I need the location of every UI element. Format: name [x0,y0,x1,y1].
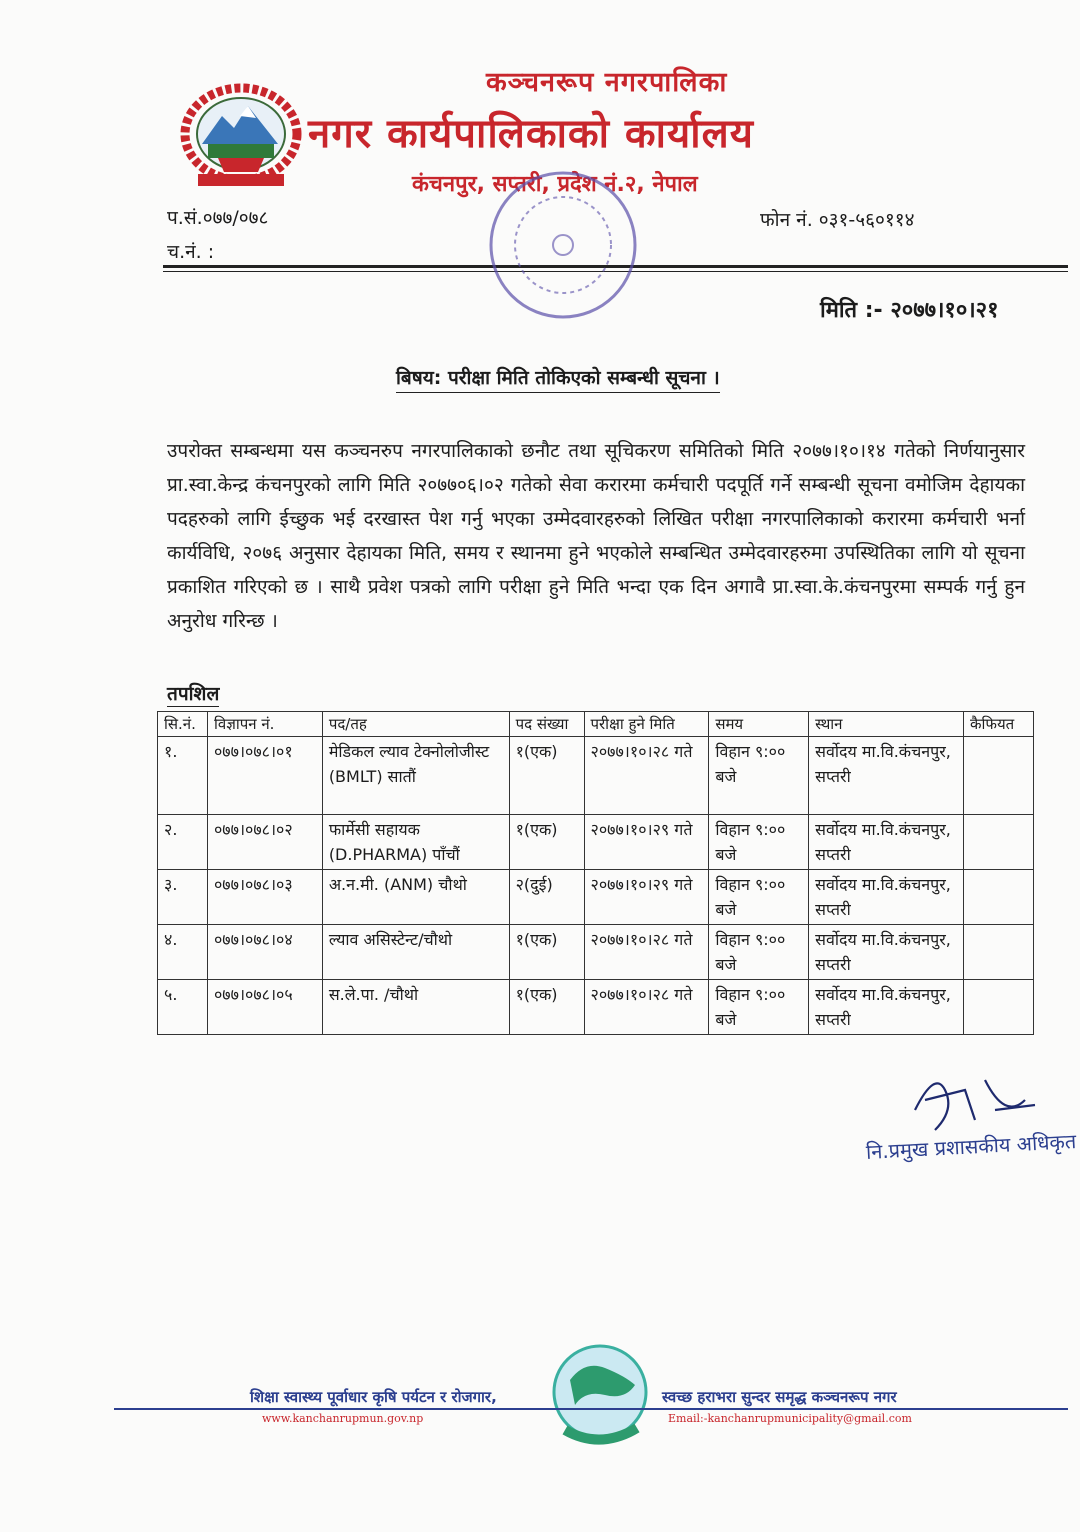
cell-advert-no: ०७७।०७८।०१ [207,737,322,815]
table-header-row [158,712,1034,737]
cell-advert-no: ०७७।०७८।०४ [207,925,322,980]
office-stamp-icon [468,150,658,330]
signatory-title: नि.प्रमुख प्रशासकीय अधिकृत [865,1129,1077,1164]
cell-serial: ३. [158,870,208,925]
table-row [158,870,1034,925]
col-advert-no: विज्ञापन नं. [207,712,322,737]
cell-exam-date: २०७७।१०।२९ गते [584,870,709,925]
cell-post-level: मेडिकल ल्याव टेक्नोलोजीस्ट (BMLT) सातौं [322,737,509,815]
cell-exam-date: २०७७।१०।२९ गते [584,815,709,870]
cell-remarks [964,980,1034,1035]
cell-exam-date: २०७७।१०।२८ गते [584,980,709,1035]
col-serial: सि.नं. [158,712,208,737]
footer-rule [114,1408,1068,1410]
schedule-heading: तपशिल [167,680,219,707]
cell-remarks [964,925,1034,980]
cell-post-count: १(एक) [509,925,584,980]
cell-venue: सर्वोदय मा.वि.कंचनपुर, सप्तरी [809,870,964,925]
cell-post-count: २(दुई) [509,870,584,925]
cell-time: विहान ९:०० बजे [709,815,809,870]
office-title: नगर कार्यपालिकाको कार्यालय [308,111,754,157]
cell-post-count: १(एक) [509,815,584,870]
office-address: कंचनपुर, सप्तरी, प्रदेश नं.२, नेपाल [412,172,698,197]
table-row [158,737,1034,815]
footer-slogan-left: शिक्षा स्वास्थ्य पूर्वाधार कृषि पर्यटन र रोजगार, [250,1388,497,1406]
cell-post-level: अ.न.मी. (ANM) चौथो [322,870,509,925]
cell-remarks [964,737,1034,815]
cell-time: विहान ९:०० बजे [709,980,809,1035]
cell-venue: सर्वोदय मा.वि.कंचनपुर, सप्तरी [809,815,964,870]
exam-schedule-table [157,711,1034,1035]
col-time: समय [709,712,809,737]
phone-number: फोन नं. ०३१-५६०११४ [760,209,915,231]
cell-serial: १. [158,737,208,815]
municipality-name: कञ्चनरूप नगरपालिका [486,67,728,98]
cell-remarks [964,870,1034,925]
cell-serial: २. [158,815,208,870]
col-exam-date: परीक्षा हुने मिति [584,712,709,737]
table-row [158,980,1034,1035]
cell-post-level: ल्याव असिस्टेन्ट/चौथो [322,925,509,980]
footer-website[interactable]: www.kanchanrupmun.gov.np [262,1412,424,1425]
cell-venue: सर्वोदय मा.वि.कंचनपुर, सप्तरी [809,737,964,815]
cell-time: विहान ९:०० बजे [709,737,809,815]
cell-exam-date: २०७७।१०।२८ गते [584,737,709,815]
cell-venue: सर्वोदय मा.वि.कंचनपुर, सप्तरी [809,925,964,980]
cell-time: विहान ९:०० बजे [709,925,809,980]
cell-post-level: स.ले.पा. /चौथो [322,980,509,1035]
cell-post-level: फार्मेसी सहायक (D.PHARMA) पाँचौं [322,815,509,870]
col-remarks: कैफियत [964,712,1034,737]
cell-serial: ५. [158,980,208,1035]
cell-advert-no: ०७७।०७८।०२ [207,815,322,870]
notice-body: उपरोक्त सम्बन्धमा यस कञ्चनरुप नगरपालिकाको छनौट तथा सूचिकरण समितिको मिति २०७७।१०।१४ गतेको निर्णयानुसार प्रा.स्वा.केन्द्र कंचनपुरको लागि मिति २०७७०६।०२ गतेको सेवा करारमा कर्मचारी पदपूर्ति गर्ने सम्बन्धी सूचना वमोजिम देहायका पदहरुको लागि ईच्छुक भई दरखास्त पेश गर्नु भएका उम्मेदवारहरुको लिखित परीक्षा नगरपालिकाको करारमा कर्मचारी भर्ना कार्यविधि, २०७६ अनुसार देहायका मिति, समय र स्थानमा हुने भएकोले सम्बन्धित उम्मेदवारहरुमा उपस्थितिका लागि यो सूचना प्रकाशित गरिएको छ । साथै प्रवेश पत्रको लागि परीक्षा हुने मिति भन्दा एक दिन अगावै प्रा.स्वा.के.कंचनपुरमा सम्पर्क गर्नु हुन अनुरोध गरिन्छ । [167,440,1025,632]
cell-post-count: १(एक) [509,980,584,1035]
globe-logo-icon [545,1340,655,1450]
notice-subject: बिषय: परीक्षा मिति तोकिएको सम्बन्धी सूचना । [396,364,720,393]
reference-number: प.सं.०७७/०७८ [167,207,269,229]
cell-post-count: १(एक) [509,737,584,815]
cell-serial: ४. [158,925,208,980]
nepal-emblem-icon [178,82,304,194]
col-venue: स्थान [809,712,964,737]
footer-slogan-right: स्वच्छ हराभरा सुन्दर समृद्ध कञ्चनरूप नगर [662,1388,897,1406]
col-post-level: पद/तह [322,712,509,737]
col-post-count: पद संख्या [509,712,584,737]
footer-email[interactable]: Email:-kanchanrupmunicipality@gmail.com [668,1412,912,1425]
table-row [158,815,1034,870]
notice-date: मिति :- २०७७।१०।२१ [820,298,999,323]
cell-venue: सर्वोदय मा.वि.कंचनपुर, सप्तरी [809,980,964,1035]
cell-remarks [964,815,1034,870]
cell-time: विहान ९:०० बजे [709,870,809,925]
cell-advert-no: ०७७।०७८।०३ [207,870,322,925]
cell-advert-no: ०७७।०७८।०५ [207,980,322,1035]
cell-exam-date: २०७७।१०।२८ गते [584,925,709,980]
dispatch-number: च.नं. : [167,241,215,263]
table-row [158,925,1034,980]
